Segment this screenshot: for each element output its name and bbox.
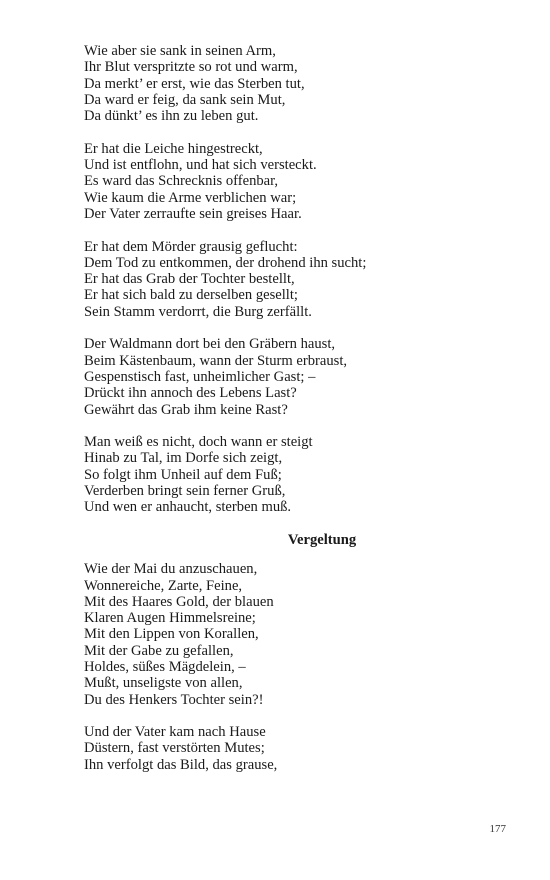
verse-line: Verderben bringt sein ferner Gruß, (84, 483, 286, 500)
verse-line: Und wen er anhaucht, sterben muß. (84, 499, 292, 516)
verse-line: Beim Kästenbaum, wann der Sturm erbraust, (84, 352, 348, 369)
verse-line: So folgt ihm Unheil auf dem Fuß; (84, 466, 282, 483)
verse-line: Wonnereiche, Zarte, Feine, (84, 577, 243, 594)
verse-line: Da dünkt’ es ihn zu leben gut. (84, 108, 259, 125)
verse-line: Es ward das Schrecknis offenbar, (84, 173, 279, 190)
verse-line: Holdes, süßes Mägdelein, – (84, 658, 246, 675)
stanza (84, 434, 484, 515)
verse-line: Der Vater zerraufte sein greises Haar. (84, 205, 302, 222)
verse-line: Er hat dem Mörder grausig geflucht: (84, 238, 298, 255)
stanza (84, 561, 484, 708)
verse-line: Er hat das Grab der Tochter bestellt, (84, 271, 295, 288)
verse-line: Man weiß es nicht, doch wann er steigt (84, 434, 313, 451)
poem-title: Vergeltung (287, 531, 357, 548)
verse-line: Wie der Mai du anzuschauen, (84, 561, 258, 578)
verse-line: Mit des Haares Gold, der blauen (84, 593, 274, 610)
verse-line: Ihn verfolgt das Bild, das grause, (84, 756, 278, 773)
poem-part-1 (84, 43, 484, 516)
verse-line: Sein Stamm verdorrt, die Burg zerfällt. (84, 303, 312, 320)
stanza (84, 239, 484, 320)
verse-line: Wie aber sie sank in seinen Arm, (84, 43, 276, 59)
verse-line: Mit der Gabe zu gefallen, (84, 642, 234, 659)
verse-line: Da merkt’ er erst, wie das Sterben tut, (84, 75, 305, 92)
verse-line: Drückt ihn annoch des Lebens Last? (84, 385, 297, 402)
verse-line: Gespenstisch fast, unheimlicher Gast; – (84, 368, 316, 385)
verse-line: Hinab zu Tal, im Dorfe sich zeigt, (84, 450, 283, 467)
verse-line: Gewährt das Grab ihm keine Rast? (84, 401, 288, 418)
verse-line: Mit den Lippen von Korallen, (84, 626, 259, 643)
poem-text (84, 43, 484, 789)
verse-line: Du des Henkers Tochter sein?! (84, 691, 264, 708)
verse-line: Und der Vater kam nach Hause (84, 724, 266, 741)
poem-part-2 (84, 561, 484, 773)
verse-line: Der Waldmann dort bei den Gräbern haust, (84, 336, 336, 353)
stanza (84, 141, 484, 222)
stanza (84, 724, 484, 773)
stanza (84, 43, 484, 124)
verse-line: Und ist entflohn, und hat sich versteckt. (84, 157, 317, 174)
verse-line: Er hat sich bald zu derselben gesellt; (84, 287, 298, 304)
verse-line: Ihr Blut verspritzte so rot und warm, (84, 59, 298, 76)
verse-line: Düstern, fast verstörten Mutes; (84, 740, 265, 757)
verse-line: Wie kaum die Arme verblichen war; (84, 189, 297, 206)
page-number: 177 (489, 823, 506, 835)
verse-line: Mußt, unseligste von allen, (84, 675, 243, 692)
stanza (84, 336, 484, 417)
verse-line: Klaren Augen Himmelsreine; (84, 610, 256, 627)
verse-line: Er hat die Leiche hingestreckt, (84, 140, 263, 157)
verse-line: Da ward er feig, da sank sein Mut, (84, 91, 286, 108)
verse-line: Dem Tod zu entkommen, der drohend ihn sucht; (84, 254, 367, 271)
